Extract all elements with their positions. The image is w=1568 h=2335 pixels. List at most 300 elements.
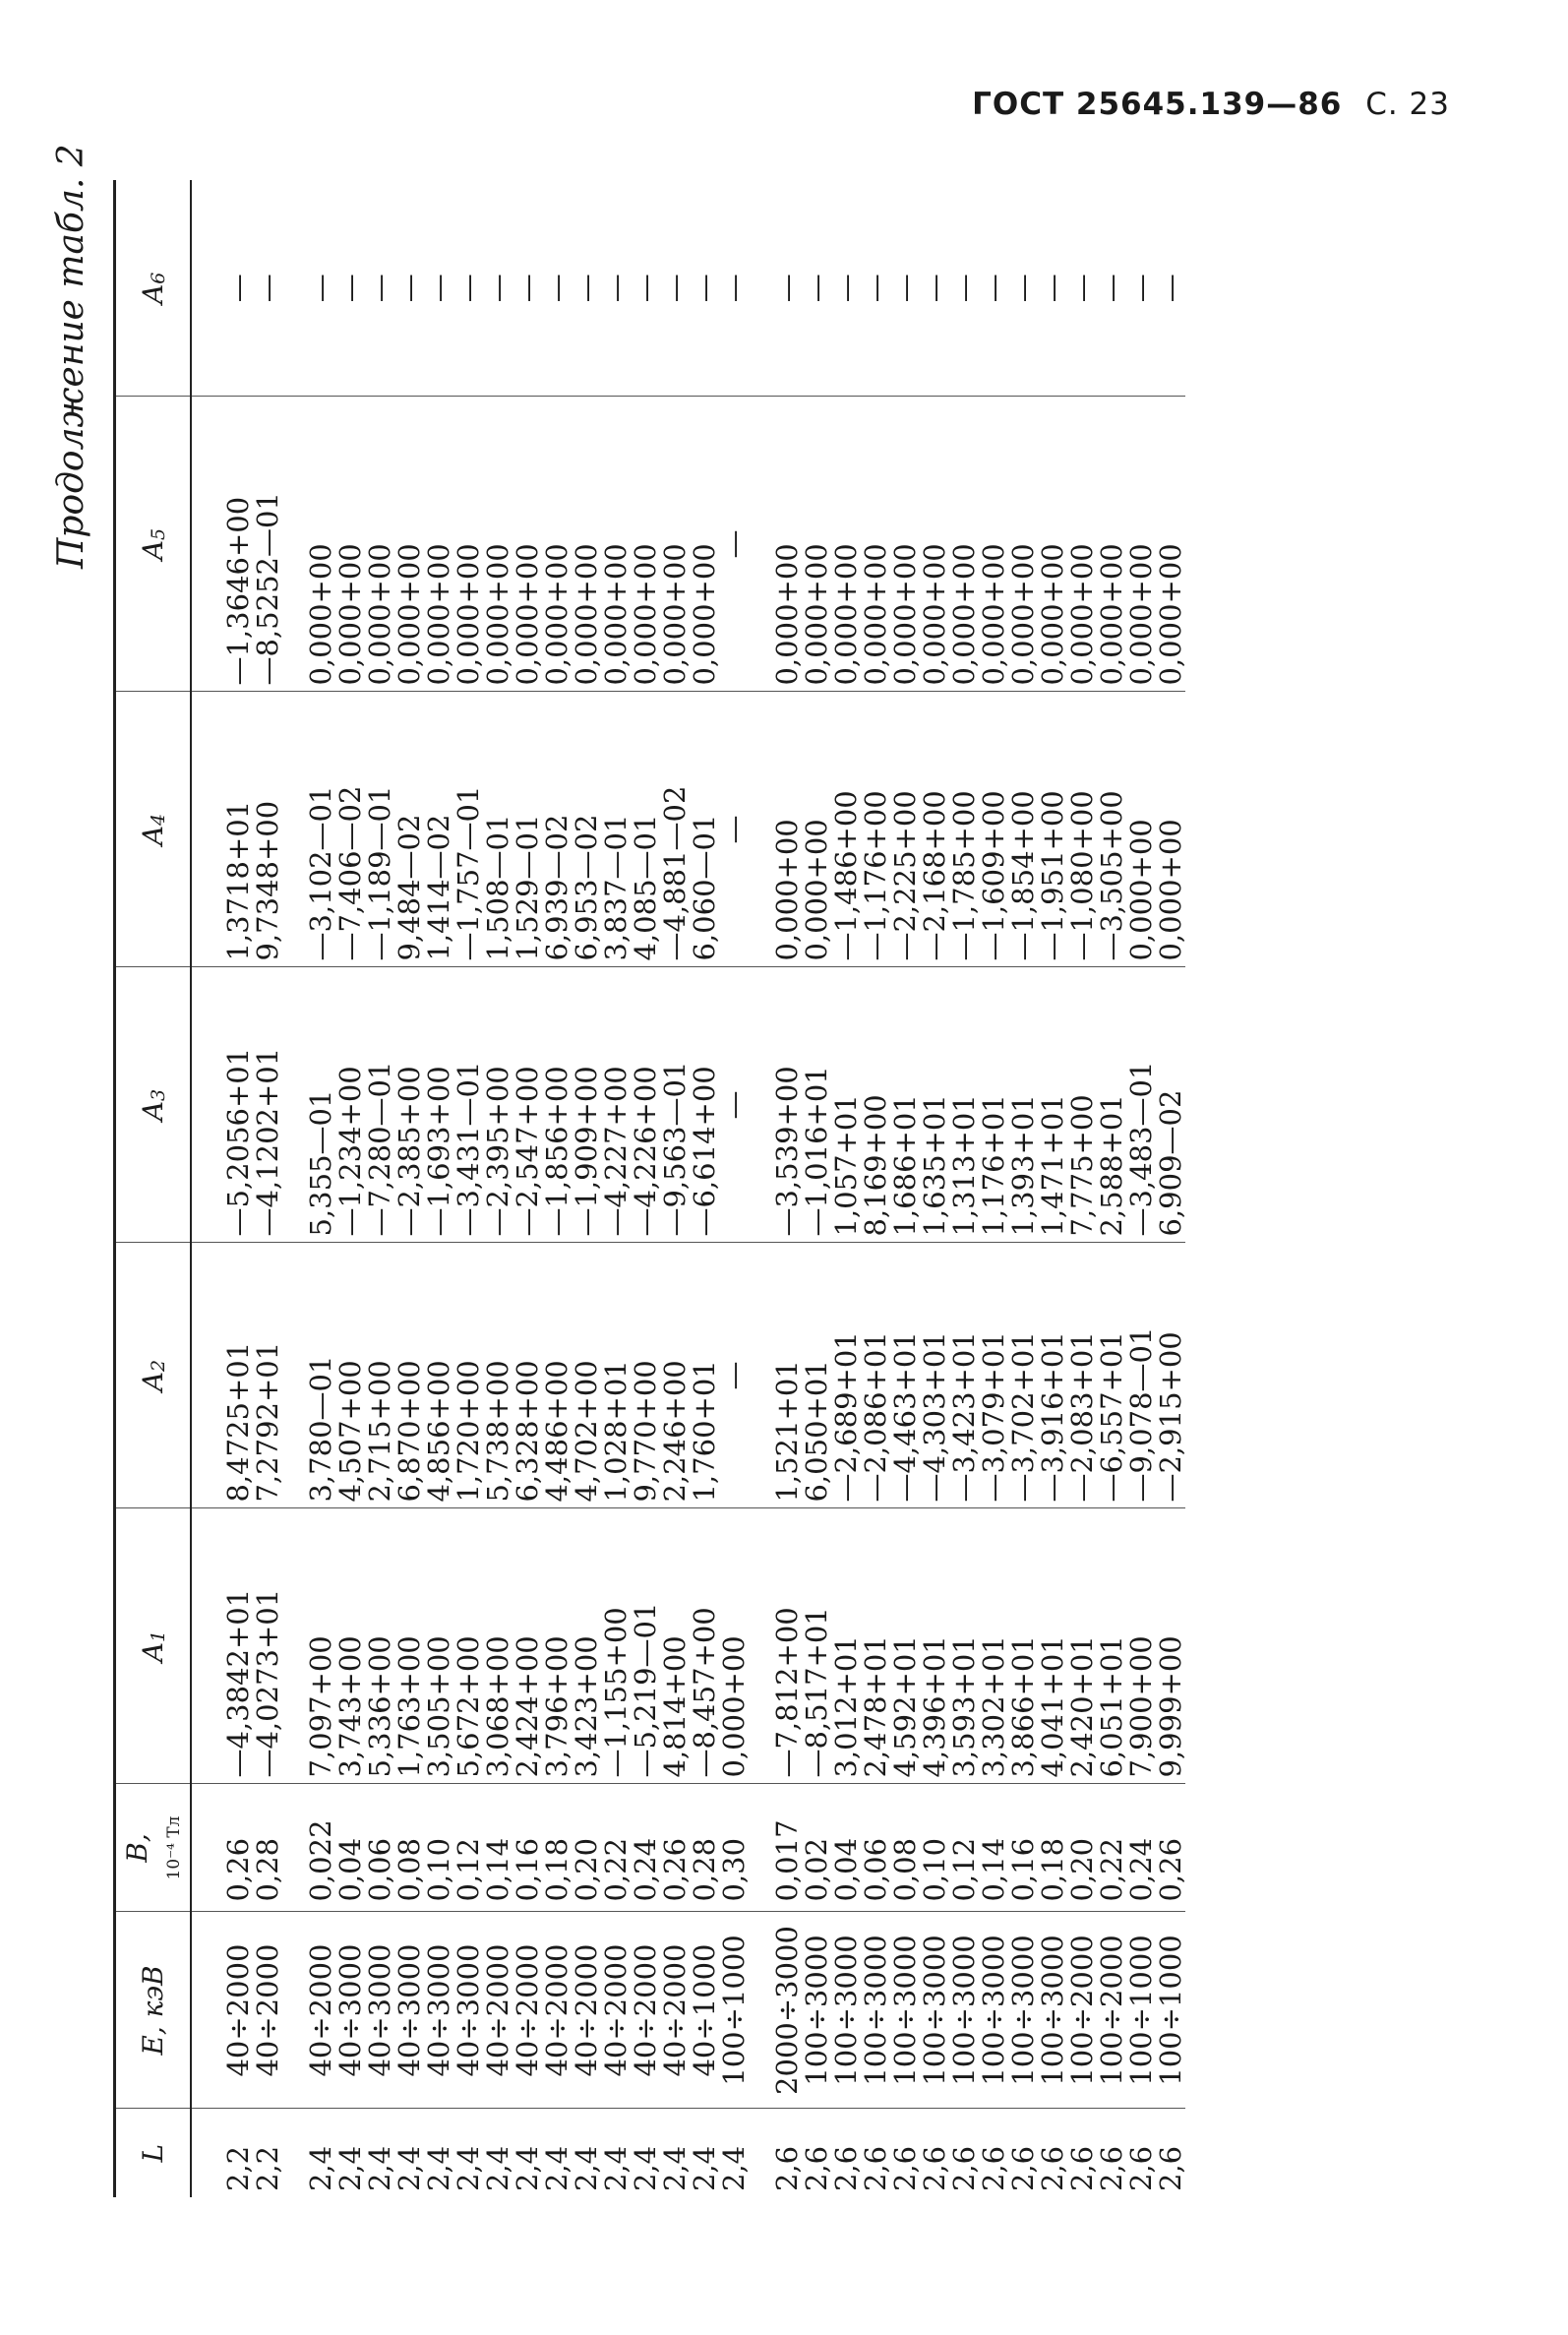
cell-b: 0,16	[1008, 1784, 1038, 1912]
cell-a2: 6,050+01	[802, 1243, 831, 1508]
table-row	[572, 180, 601, 2197]
table-row	[920, 180, 949, 2197]
cell-a5: 0,000+00	[1097, 397, 1126, 692]
cell-b: 0,24	[1126, 1784, 1156, 1912]
table-row	[365, 180, 394, 2197]
cell-b: 0,18	[1038, 1784, 1067, 1912]
cell-b: 0,22	[1097, 1784, 1126, 1912]
cell-l: 2,4	[599, 2145, 633, 2191]
cell-a5: 0,000+00	[365, 397, 394, 692]
cell-a6: —	[335, 180, 365, 397]
table-row	[1156, 180, 1185, 2197]
cell-a5: 0,000+00	[660, 397, 690, 692]
cell-e: 100÷3000	[1038, 1912, 1067, 2109]
cell-a5: 0,000+00	[631, 397, 660, 692]
cell-a4: —4,881—02	[660, 692, 690, 967]
cell-a2: 4,702+00	[572, 1243, 601, 1508]
cell-a6: —	[631, 180, 660, 397]
cell-a3: —6,614+00	[690, 967, 719, 1243]
cell-a4: —7,406—02	[335, 692, 365, 967]
cell-a5: 0,000+00	[861, 397, 890, 692]
spacer-cell	[191, 1243, 223, 1508]
cell-e: 40÷3000	[335, 1912, 365, 2109]
cell-a6: —	[483, 180, 513, 397]
table-row	[660, 180, 690, 2197]
data-table	[113, 180, 1185, 2197]
cell-a4: 0,000+00	[802, 692, 831, 967]
cell-a6: —	[513, 180, 542, 397]
cell-l: 2,6	[947, 2145, 981, 2191]
cell-a6: —	[719, 180, 749, 397]
cell-a1: —4,0273+01	[253, 1508, 282, 1784]
cell-a2: 3,780—01	[306, 1243, 335, 1508]
cell-a1: —7,812+00	[772, 1508, 802, 1784]
cell-a5: 0,000+00	[335, 397, 365, 692]
cell-a3: 1,686+01	[890, 967, 920, 1243]
spacer-cell	[191, 967, 223, 1243]
cell-b: 0,22	[601, 1784, 631, 1912]
cell-a3: —3,483—01	[1126, 967, 1156, 1243]
cell-a4: 0,000+00	[1156, 692, 1185, 967]
cell-l: 2,6	[888, 2145, 922, 2191]
cell-a2: —4,303+01	[920, 1243, 949, 1508]
cell-b: 0,06	[861, 1784, 890, 1912]
table-row	[949, 180, 979, 2197]
cell-a3: —1,234+00	[335, 967, 365, 1243]
cell-a4: 9,7348+00	[253, 692, 282, 967]
table-row	[223, 180, 253, 2197]
table-row	[719, 180, 749, 2197]
cell-a6: —	[660, 180, 690, 397]
cell-e: 100÷3000	[949, 1912, 979, 2109]
rotated-table-container	[113, 180, 1476, 2197]
cell-b: 0,26	[1156, 1784, 1185, 1912]
cell-a6: —	[920, 180, 949, 397]
cell-a4: 6,060—01	[690, 692, 719, 967]
cell-a3: 8,169+00	[861, 967, 890, 1243]
cell-b: 0,28	[253, 1784, 282, 1912]
table-row	[394, 180, 424, 2197]
cell-a1: 2,420+01	[1067, 1508, 1097, 1784]
cell-a5: 0,000+00	[1126, 397, 1156, 692]
col-header-a4: A4	[115, 692, 192, 967]
cell-a2: —	[719, 1243, 749, 1508]
cell-b: 0,08	[890, 1784, 920, 1912]
cell-a6: —	[223, 180, 253, 397]
cell-a4: —2,168+00	[920, 692, 949, 967]
group-spacer	[282, 180, 306, 2197]
cell-a4: 4,085—01	[631, 692, 660, 967]
cell-a1: 2,478+01	[861, 1508, 890, 1784]
col-header-a3: A3	[115, 967, 192, 1243]
cell-a6: —	[365, 180, 394, 397]
spacer-cell	[749, 1784, 772, 1912]
cell-a2: 4,486+00	[542, 1243, 572, 1508]
cell-l: 2,6	[800, 2145, 833, 2191]
cell-a4: —1,486+00	[831, 692, 861, 967]
cell-a2: 2,715+00	[365, 1243, 394, 1508]
cell-a5: 0,000+00	[1038, 397, 1067, 692]
cell-l: 2,6	[770, 2145, 804, 2191]
cell-a2: —9,078—01	[1126, 1243, 1156, 1508]
cell-a5: 0,000+00	[772, 397, 802, 692]
cell-e: 40÷2000	[660, 1912, 690, 2109]
cell-a2: 1,028+01	[601, 1243, 631, 1508]
cell-e: 40÷2000	[483, 1912, 513, 2109]
cell-e: 100÷3000	[861, 1912, 890, 2109]
cell-a5: 0,000+00	[542, 397, 572, 692]
cell-a3: —2,547+00	[513, 967, 542, 1243]
cell-a6: —	[979, 180, 1008, 397]
group-spacer	[749, 180, 772, 2197]
cell-l: 2,4	[363, 2145, 396, 2191]
cell-a6: —	[949, 180, 979, 397]
cell-a2: —4,463+01	[890, 1243, 920, 1508]
cell-a3: —4,1202+01	[253, 967, 282, 1243]
cell-a1: 3,068+00	[483, 1508, 513, 1784]
cell-a5: 0,000+00	[453, 397, 483, 692]
spacer-cell	[749, 1508, 772, 1784]
cell-e: 40÷3000	[424, 1912, 453, 2109]
cell-a6: —	[802, 180, 831, 397]
cell-l: 2,6	[977, 2145, 1010, 2191]
group-spacer	[191, 180, 223, 2197]
cell-e: 40÷1000	[690, 1912, 719, 2109]
cell-b: 0,30	[719, 1784, 749, 1912]
cell-a3: —1,016+01	[802, 967, 831, 1243]
cell-l: 2,4	[570, 2145, 603, 2191]
cell-e: 40÷3000	[365, 1912, 394, 2109]
cell-e: 100÷1000	[719, 1912, 749, 2109]
cell-b: 0,14	[483, 1784, 513, 1912]
table-row	[861, 180, 890, 2197]
cell-a3: 2,588+01	[1097, 967, 1126, 1243]
cell-a2: —2,689+01	[831, 1243, 861, 1508]
cell-a4: —	[719, 692, 749, 967]
table-row	[424, 180, 453, 2197]
cell-a6: —	[772, 180, 802, 397]
cell-a2: —2,915+00	[1156, 1243, 1185, 1508]
cell-a2: 1,521+01	[772, 1243, 802, 1508]
cell-b: 0,20	[1067, 1784, 1097, 1912]
cell-a3: 1,635+01	[920, 967, 949, 1243]
cell-a5: 0,000+00	[1156, 397, 1185, 692]
cell-a2: 7,2792+01	[253, 1243, 282, 1508]
cell-l: 2,4	[540, 2145, 573, 2191]
cell-a6: —	[601, 180, 631, 397]
cell-a5: 0,000+00	[690, 397, 719, 692]
caption-container	[51, 144, 110, 569]
cell-a5: 0,000+00	[979, 397, 1008, 692]
cell-a4: —1,757—01	[453, 692, 483, 967]
table-row	[631, 180, 660, 2197]
cell-a3: —3,431—01	[453, 967, 483, 1243]
cell-a2: 9,770+00	[631, 1243, 660, 1508]
cell-l: 2,2	[221, 2145, 255, 2191]
cell-a1: 3,866+01	[1008, 1508, 1038, 1784]
cell-a5: —	[719, 397, 749, 692]
cell-b: 0,16	[513, 1784, 542, 1912]
cell-l: 2,6	[829, 2145, 863, 2191]
spacer-cell	[282, 397, 306, 692]
cell-a4: —1,189—01	[365, 692, 394, 967]
cell-a4: —3,505+00	[1097, 692, 1126, 967]
cell-l: 2,4	[422, 2145, 455, 2191]
cell-e: 2000÷3000	[772, 1912, 802, 2109]
spacer-cell	[282, 1508, 306, 1784]
cell-a6: —	[1067, 180, 1097, 397]
cell-a5: —8,5252—01	[253, 397, 282, 692]
cell-a6: —	[1008, 180, 1038, 397]
cell-b: 0,022	[306, 1784, 335, 1912]
cell-b: 0,26	[223, 1784, 253, 1912]
table-row	[542, 180, 572, 2197]
cell-e: 40÷2000	[513, 1912, 542, 2109]
cell-l: 2,6	[918, 2145, 951, 2191]
cell-a2: —6,557+01	[1097, 1243, 1126, 1508]
cell-a3: 7,775+00	[1067, 967, 1097, 1243]
cell-a1: 3,302+01	[979, 1508, 1008, 1784]
cell-b: 0,08	[394, 1784, 424, 1912]
cell-a3: 5,355—01	[306, 967, 335, 1243]
cell-a4: 1,529—01	[513, 692, 542, 967]
cell-a1: —8,517+01	[802, 1508, 831, 1784]
cell-a1: 3,796+00	[542, 1508, 572, 1784]
cell-e: 40÷3000	[394, 1912, 424, 2109]
spacer-cell	[282, 692, 306, 967]
spacer-cell	[749, 397, 772, 692]
cell-a1: —4,3842+01	[223, 1508, 253, 1784]
cell-a1: 4,592+01	[890, 1508, 920, 1784]
cell-a6: —	[861, 180, 890, 397]
col-header-e: E, кэВ	[115, 1912, 192, 2109]
cell-a2: 6,870+00	[394, 1243, 424, 1508]
cell-a3: —3,539+00	[772, 967, 802, 1243]
cell-a3: 1,313+01	[949, 967, 979, 1243]
table-row	[1038, 180, 1067, 2197]
cell-a1: 0,000+00	[719, 1508, 749, 1784]
cell-a4: 6,953—02	[572, 692, 601, 967]
cell-a3: 1,176+01	[979, 967, 1008, 1243]
cell-a2: —2,083+01	[1067, 1243, 1097, 1508]
table-row	[253, 180, 282, 2197]
cell-a6: —	[253, 180, 282, 397]
cell-a6: —	[831, 180, 861, 397]
cell-a3: —	[719, 967, 749, 1243]
cell-a5: 0,000+00	[890, 397, 920, 692]
cell-l: 2,4	[392, 2145, 426, 2191]
spacer-cell	[282, 2109, 306, 2197]
col-header-a6: A6	[115, 180, 192, 397]
cell-b: 0,02	[802, 1784, 831, 1912]
cell-a2: 1,760+01	[690, 1243, 719, 1508]
cell-l: 2,4	[511, 2145, 544, 2191]
cell-l: 2,2	[251, 2145, 284, 2191]
cell-a5: 0,000+00	[394, 397, 424, 692]
cell-l: 2,6	[1124, 2145, 1158, 2191]
col-header-a5: A5	[115, 397, 192, 692]
cell-a3: —1,693+00	[424, 967, 453, 1243]
spacer-cell	[191, 180, 223, 397]
cell-a1: 9,999+00	[1156, 1508, 1185, 1784]
spacer-cell	[191, 1784, 223, 1912]
cell-a4: —1,609+00	[979, 692, 1008, 967]
cell-e: 100÷3000	[890, 1912, 920, 2109]
cell-b: 0,26	[660, 1784, 690, 1912]
cell-a6: —	[890, 180, 920, 397]
cell-a6: —	[453, 180, 483, 397]
cell-a1: —5,219—01	[631, 1508, 660, 1784]
cell-l: 2,6	[1065, 2145, 1099, 2191]
cell-a1: —8,457+00	[690, 1508, 719, 1784]
table-row	[802, 180, 831, 2197]
cell-a2: —2,086+01	[861, 1243, 890, 1508]
cell-a6: —	[394, 180, 424, 397]
cell-a5: 0,000+00	[306, 397, 335, 692]
col-header-b-unit: 10⁻⁴ Тл	[163, 1815, 184, 1880]
cell-e: 100÷3000	[802, 1912, 831, 2109]
cell-a1: 6,051+01	[1097, 1508, 1126, 1784]
cell-a4: 6,939—02	[542, 692, 572, 967]
cell-e: 40÷2000	[306, 1912, 335, 2109]
col-header-b: B, 10⁻⁴ Тл	[115, 1784, 192, 1912]
cell-l: 2,6	[1036, 2145, 1069, 2191]
cell-a4: 9,484—02	[394, 692, 424, 967]
table-row	[1067, 180, 1097, 2197]
cell-b: 0,18	[542, 1784, 572, 1912]
spacer-cell	[282, 180, 306, 397]
spacer-cell	[191, 1912, 223, 2109]
cell-a6: —	[1126, 180, 1156, 397]
spacer-cell	[749, 180, 772, 397]
cell-e: 40÷2000	[542, 1912, 572, 2109]
cell-b: 0,12	[949, 1784, 979, 1912]
spacer-cell	[749, 2109, 772, 2197]
cell-a3: —1,856+00	[542, 967, 572, 1243]
gost-number: ГОСТ 25645.139—86	[972, 87, 1343, 122]
cell-a6: —	[306, 180, 335, 397]
cell-a4: 1,414—02	[424, 692, 453, 967]
spacer-cell	[749, 1243, 772, 1508]
cell-a5: 0,000+00	[572, 397, 601, 692]
cell-a6: —	[1038, 180, 1067, 397]
cell-e: 40÷2000	[253, 1912, 282, 2109]
spacer-cell	[282, 967, 306, 1243]
cell-e: 40÷3000	[453, 1912, 483, 2109]
cell-a5: 0,000+00	[831, 397, 861, 692]
cell-a6: —	[690, 180, 719, 397]
cell-l: 2,6	[1154, 2145, 1187, 2191]
spacer-cell	[282, 1912, 306, 2109]
spacer-cell	[282, 1243, 306, 1508]
cell-a4: —1,176+00	[861, 692, 890, 967]
cell-e: 100÷3000	[831, 1912, 861, 2109]
cell-e: 100÷2000	[1067, 1912, 1097, 2109]
spacer-cell	[749, 967, 772, 1243]
cell-a3: —2,395+00	[483, 967, 513, 1243]
cell-b: 0,10	[920, 1784, 949, 1912]
table-row	[1008, 180, 1038, 2197]
cell-a3: 1,057+01	[831, 967, 861, 1243]
spacer-cell	[191, 692, 223, 967]
col-header-a2: A2	[115, 1243, 192, 1508]
cell-a3: —4,226+00	[631, 967, 660, 1243]
cell-b: 0,06	[365, 1784, 394, 1912]
page-number: С. 23	[1365, 87, 1450, 122]
cell-a2: —3,916+01	[1038, 1243, 1067, 1508]
cell-l: 2,6	[1095, 2145, 1128, 2191]
cell-a1: —1,155+00	[601, 1508, 631, 1784]
cell-a4: —2,225+00	[890, 692, 920, 967]
cell-a4: 0,000+00	[772, 692, 802, 967]
cell-a2: —3,079+01	[979, 1243, 1008, 1508]
cell-b: 0,28	[690, 1784, 719, 1912]
cell-a5: 0,000+00	[483, 397, 513, 692]
table-row	[979, 180, 1008, 2197]
cell-a1: 4,396+01	[920, 1508, 949, 1784]
col-header-a1: A1	[115, 1508, 192, 1784]
cell-a3: —9,563—01	[660, 967, 690, 1243]
table-row	[306, 180, 335, 2197]
table-row	[690, 180, 719, 2197]
cell-a1: 1,763+00	[394, 1508, 424, 1784]
cell-a1: 3,423+00	[572, 1508, 601, 1784]
cell-e: 100÷3000	[979, 1912, 1008, 2109]
cell-a6: —	[542, 180, 572, 397]
table-row	[831, 180, 861, 2197]
spacer-cell	[191, 397, 223, 692]
cell-a6: —	[1156, 180, 1185, 397]
spacer-cell	[191, 1508, 223, 1784]
cell-a6: —	[1097, 180, 1126, 397]
cell-a2: 6,328+00	[513, 1243, 542, 1508]
table-body	[191, 180, 1185, 2197]
cell-a4: 1,508—01	[483, 692, 513, 967]
cell-a1: 3,593+01	[949, 1508, 979, 1784]
cell-e: 40÷2000	[601, 1912, 631, 2109]
cell-a1: 2,424+00	[513, 1508, 542, 1784]
cell-b: 0,24	[631, 1784, 660, 1912]
cell-l: 2,4	[452, 2145, 485, 2191]
cell-a5: 0,000+00	[424, 397, 453, 692]
cell-a6: —	[572, 180, 601, 397]
cell-a5: 0,000+00	[1008, 397, 1038, 692]
cell-a3: 6,909—02	[1156, 967, 1185, 1243]
cell-a4: 3,837—01	[601, 692, 631, 967]
cell-a2: —3,702+01	[1008, 1243, 1038, 1508]
cell-a1: 7,900+00	[1126, 1508, 1156, 1784]
spacer-cell	[749, 1912, 772, 2109]
cell-l: 2,6	[859, 2145, 892, 2191]
cell-a1: 7,097+00	[306, 1508, 335, 1784]
cell-e: 100÷3000	[920, 1912, 949, 2109]
cell-a2: 4,856+00	[424, 1243, 453, 1508]
cell-e: 100÷2000	[1097, 1912, 1126, 2109]
page-header	[972, 87, 1450, 122]
cell-a5: 0,000+00	[802, 397, 831, 692]
cell-a4: 0,000+00	[1126, 692, 1156, 967]
cell-a3: —2,385+00	[394, 967, 424, 1243]
cell-a5: 0,000+00	[513, 397, 542, 692]
cell-a5: —1,3646+00	[223, 397, 253, 692]
cell-l: 2,4	[629, 2145, 662, 2191]
spacer-cell	[282, 1784, 306, 1912]
cell-b: 0,20	[572, 1784, 601, 1912]
cell-a4: 1,3718+01	[223, 692, 253, 967]
cell-a1: 4,814+00	[660, 1508, 690, 1784]
cell-l: 2,4	[333, 2145, 367, 2191]
cell-b: 0,12	[453, 1784, 483, 1912]
